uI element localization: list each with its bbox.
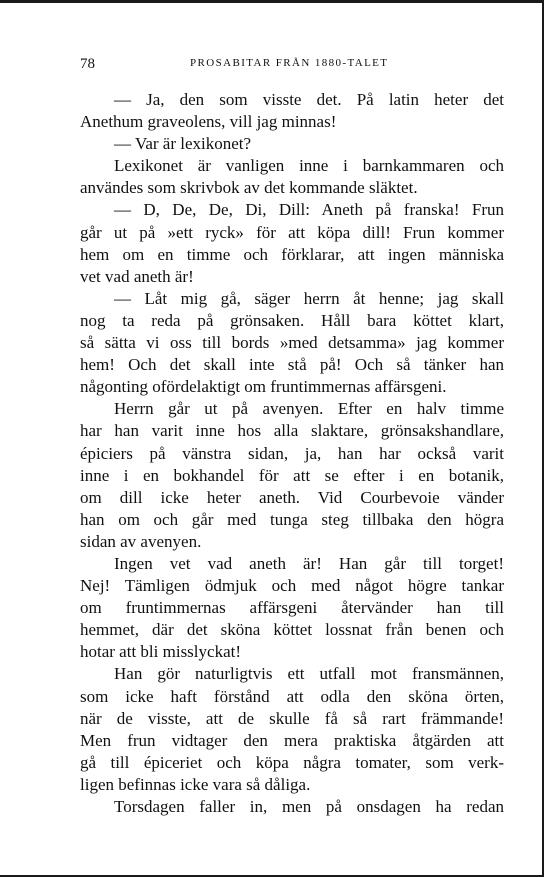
text-line: användes som skrivbok av det kommande släktet. [80,178,418,198]
text-line: hemmet, där det sköna köttet lossnat från benen och [80,620,504,640]
text-line: inne i en bokhandel för att se efter i en botanik, [80,465,504,485]
text-line: hem! Och det skall inte stå på! Och så tänker han [80,355,504,375]
text-line: vet vad aneth är! [80,266,194,286]
text-line: om dill icke heter aneth. Vid Courbevoie vänder [80,487,504,507]
text-line: — Låt mig gå, säger herrn åt henne; jag skall [114,288,504,308]
text-line: Torsdagen faller in, men på onsdagen ha redan [114,797,504,816]
text-line: så sätta vi oss till bords »med detsamma» jag kommer [80,333,504,353]
text-line: går ut på »ett ryck» för att köpa dill! Frun kommer [80,222,504,242]
text-line: någonting ofördelaktigt om fruntimmernas affärsgeni. [80,377,447,397]
text-line: Men frun vidtager den mera praktiska åtgärden att [80,730,504,750]
text-line: hem om en timme och förklarar, att ingen människa [80,244,504,264]
body-text [80,89,504,818]
text-line: gå till épiceriet och köpa några tomater, som verk- [80,752,504,772]
text-line: sidan av avenyen. [80,531,202,551]
text-line: épiciers på vänstra sidan, ja, han har också varit [80,443,504,463]
text-line: om fruntimmernas affärsgeni återvänder han till [80,598,504,618]
text-line: ligen befinnas icke vara så dåliga. [80,774,311,794]
page-number: 78 [80,56,95,72]
running-head: PROSABITAR FRÅN 1880-TALET [190,57,389,69]
text-line: Lexikonet är vanligen inne i barnkammaren och [114,156,504,176]
text-line: när de visste, att de skulle få så rart främmande! [80,708,504,728]
text-line: Anethum graveolens, vill jag minnas! [80,112,337,132]
text-line: — Var är lexikonet? [114,134,252,154]
text-line: hotar att bli misslyckat! [80,642,241,662]
text-line: som icke haft förstånd att odla den sköna örten, [80,686,504,706]
text-line: Han gör naturligtvis ett utfall mot fransmännen, [114,664,504,684]
page-header [80,56,504,76]
text-line: — Ja, den som visste det. På latin heter det [114,90,504,109]
text-line: Ingen vet vad aneth är! Han går till torget! [114,553,504,573]
text-line: Nej! Tämligen ödmjuk och med något högre tankar [80,576,504,596]
text-line: nog ta reda på grönsaken. Håll bara köttet klart, [80,310,504,330]
text-line: Herrn går ut på avenyen. Efter en halv timme [114,399,504,419]
text-line: han om och går med tunga steg tillbaka den högra [80,509,504,529]
text-line: har han varit inne hos alla slaktare, grönsakshandlare, [80,421,504,441]
top-border-line [0,0,544,3]
text-line: — D, De, De, Di, Dill: Aneth på franska! Frun [114,200,504,220]
